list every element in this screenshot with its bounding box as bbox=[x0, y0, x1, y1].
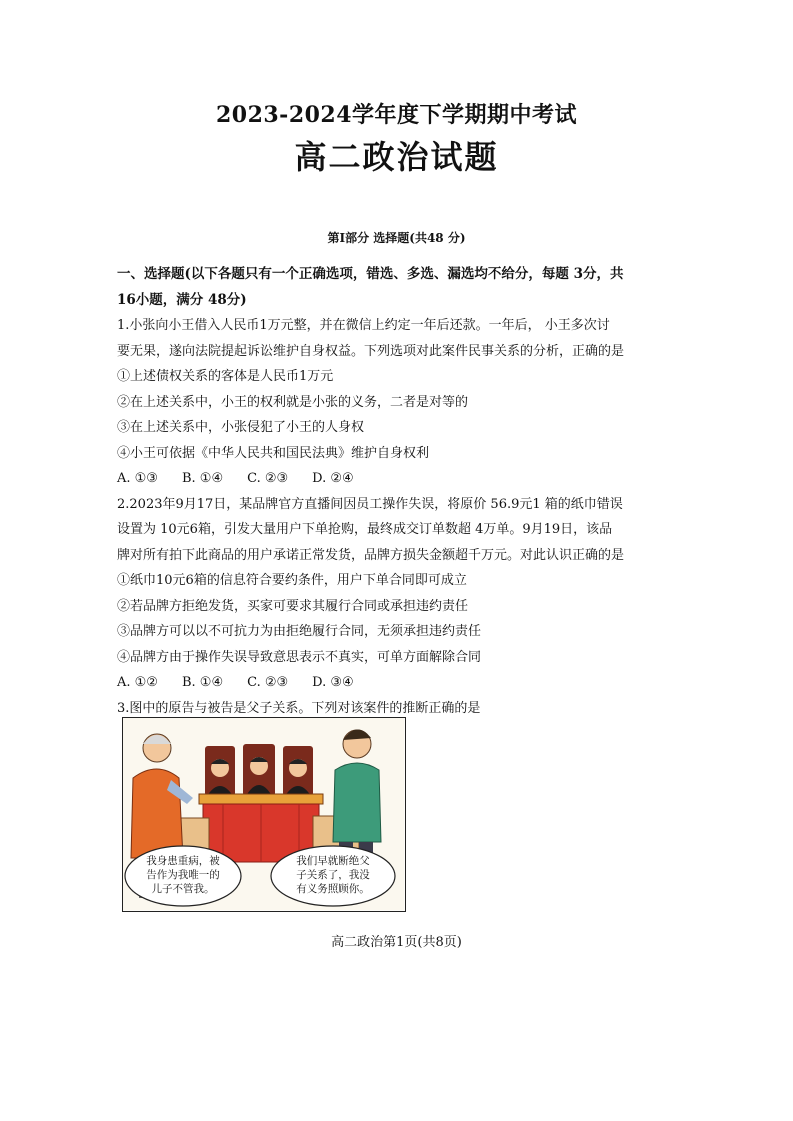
court-cartoon bbox=[122, 717, 406, 912]
option-a: A. ①③ bbox=[117, 471, 158, 486]
left-bubble-line: 告作为我唯一的 bbox=[146, 869, 220, 881]
question-2 bbox=[117, 492, 677, 696]
option-c: C. ②③ bbox=[247, 471, 289, 486]
court-cartoon-drawing bbox=[123, 718, 404, 910]
statement: ②若品牌方拒绝发货，买家可要求其履行合同或承担违约责任 bbox=[117, 598, 469, 614]
option-a: A. ①② bbox=[117, 675, 158, 690]
question-stem-line: 1.小张向小王借入人民币1万元整，并在微信上约定一年后还款。一年后， 小王多次讨 bbox=[117, 318, 610, 333]
section-heading-line2: 16小题，满分 48分) bbox=[117, 291, 247, 308]
exam-subject-title: 高二政治试题 bbox=[294, 138, 499, 176]
question-content bbox=[117, 262, 677, 721]
question-1 bbox=[117, 313, 677, 492]
option-d: D. ③④ bbox=[312, 675, 354, 690]
answer-options bbox=[117, 670, 677, 696]
left-speech-bubble bbox=[125, 846, 241, 906]
answer-options bbox=[117, 466, 677, 492]
statement: ④小王可依据《中华人民共和国民法典》维护自身权利 bbox=[117, 445, 430, 461]
option-b: B. ①④ bbox=[181, 675, 224, 690]
statement: ①纸巾10元6箱的信息符合要约条件，用户下单合同即可成立 bbox=[117, 573, 467, 588]
exam-title: 2023-2024学年度下学期期中考试 bbox=[215, 102, 578, 128]
question-stem-line: 2.2023年9月17日，某品牌官方直播间因员工操作失误，将原价 56.9元1 箱的纸巾错误 bbox=[117, 496, 623, 512]
left-bubble-line: 我身患重病，被 bbox=[146, 855, 220, 867]
statement: ③品牌方可以以不可抗力为由拒绝履行合同，无须承担违约责任 bbox=[117, 624, 482, 639]
option-c: C. ②③ bbox=[247, 675, 289, 690]
right-bubble-line: 子关系了，我没 bbox=[296, 869, 370, 881]
option-b: B. ①④ bbox=[181, 471, 224, 486]
statement: ④品牌方由于操作失误导致意思表示不真实，可单方面解除合同 bbox=[117, 649, 482, 665]
section-heading-line1: 一、选择题(以下各题只有一个正确选项，错选、多选、漏选均不给分，每题 3分，共 bbox=[117, 266, 624, 282]
option-d: D. ②④ bbox=[312, 471, 354, 486]
right-speech-bubble bbox=[271, 846, 395, 906]
right-bubble-line: 有义务照顾你。 bbox=[296, 883, 370, 895]
page-footer: 高二政治第1页(共8页) bbox=[331, 935, 462, 950]
statement: ①上述债权关系的客体是人民币1万元 bbox=[117, 369, 334, 384]
left-bubble-line: 儿子不管我。 bbox=[151, 883, 215, 895]
question-stem-line: 3.图中的原告与被告是父子关系。下列对该案件的推断正确的是 bbox=[117, 700, 481, 716]
statement: ②在上述关系中，小王的权利就是小张的义务，二者是对等的 bbox=[117, 394, 469, 410]
right-bubble-line: 我们早就断绝父 bbox=[296, 855, 370, 867]
statement: ③在上述关系中，小张侵犯了小王的人身权 bbox=[117, 420, 365, 435]
question-stem-line: 要无果，遂向法院提起诉讼维护自身权益。下列选项对此案件民事关系的分析，正确的是 bbox=[117, 343, 625, 359]
question-stem-line: 牌对所有拍下此商品的用户承诺正常发货，品牌方损失金额超千万元。对此认识正确的是 bbox=[117, 547, 625, 563]
part-heading: 第Ⅰ部分 选择题(共48 分) bbox=[327, 231, 466, 245]
question-stem-line: 设置为 10元6箱，引发大量用户下单抢购，最终成交订单数超 4万单。9月19日，该品 bbox=[117, 522, 613, 537]
